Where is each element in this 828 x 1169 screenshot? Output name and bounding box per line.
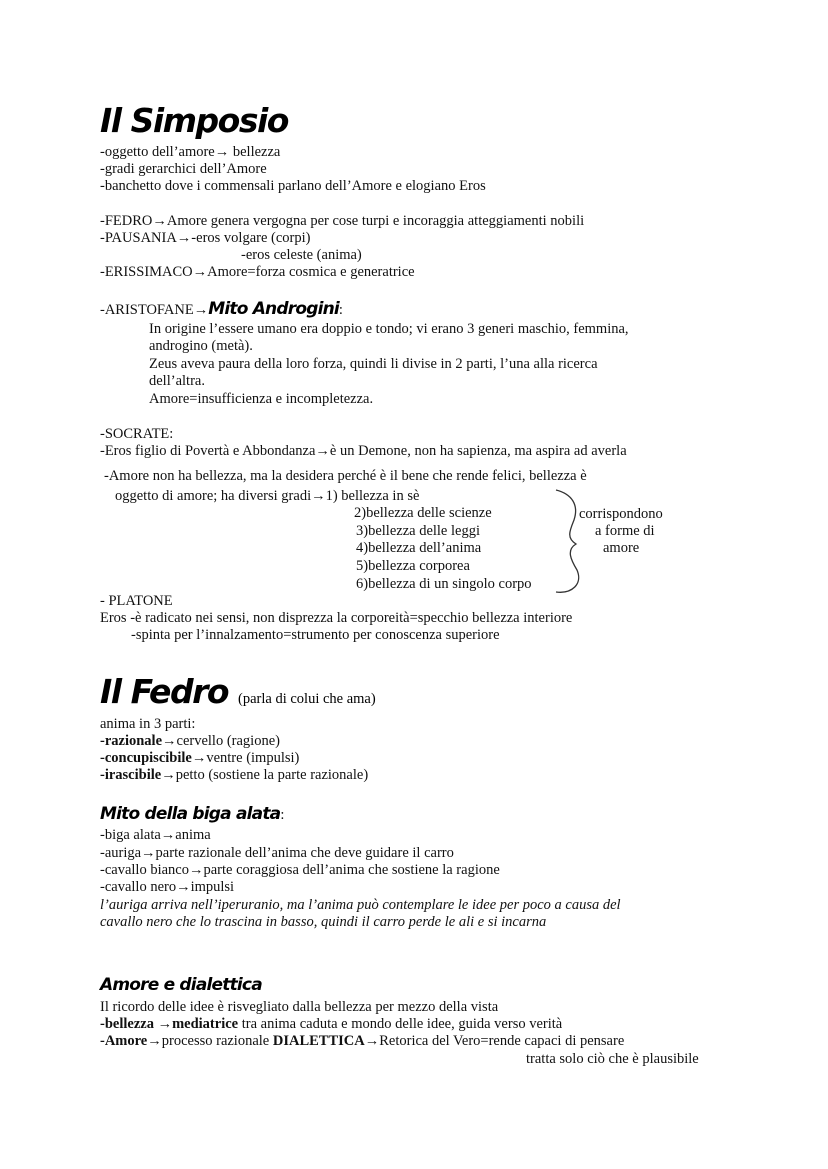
parte-razionale <box>100 733 280 750</box>
brace-note-3: amore <box>603 540 640 556</box>
parte-concupiscibile <box>100 750 299 767</box>
aristofane-text-2: androgino (metà). <box>149 338 253 354</box>
biga-line-4: -cavallo nero→impulsi <box>100 879 235 895</box>
parte-concupiscibile-rest: →ventre (impulsi) <box>191 750 300 766</box>
bellezza-arrow: → <box>153 1016 173 1032</box>
platone-title: - PLATONE <box>100 593 173 609</box>
simposio-title: Il Simposio <box>100 101 288 140</box>
fedro-title: Il Fedro <box>100 672 229 711</box>
dialettica-title: Amore e dialettica <box>100 975 262 995</box>
socrate-line: -Eros figlio di Povertà e Abbondanza→è un Demone, non ha sapienza, ma aspira ad averla <box>100 443 627 459</box>
fedro-speaker-line: -FEDRO→Amore genera vergogna per cose turpi e incoraggia atteggiamenti nobili <box>100 213 585 229</box>
biga-italic-1: l’auriga arriva nell’iperuranio, ma l’anima può contemplare le idee per poco a causa del <box>100 897 621 913</box>
parte-irascibile-term: -irascibile <box>100 767 162 783</box>
biga-title: Mito della biga alata <box>100 804 281 824</box>
grado-4: 4)bellezza dell’anima <box>356 540 482 556</box>
bellezza-rest: tra anima caduta e mondo delle idee, guida verso verità <box>238 1016 563 1032</box>
aristofane-text-3: Zeus aveva paura della loro forza, quindi li divise in 2 parti, l’una alla ricerca <box>149 356 598 372</box>
fedro-title-row <box>100 672 376 719</box>
anima-intro: anima in 3 parti: <box>100 716 196 732</box>
mediatrice-term: mediatrice <box>172 1016 239 1032</box>
bellezza-term: -bellezza <box>100 1016 154 1032</box>
amore-line-2: oggetto di amore; ha diversi gradi→1) bellezza in sè <box>115 488 420 504</box>
biga-line-1: -biga alata→anima <box>100 827 211 843</box>
parte-razionale-rest: →cervello (ragione) <box>162 733 280 749</box>
dialettica-title-row <box>100 974 262 997</box>
amore-line-1: -Amore non ha bellezza, ma la desidera perché è il bene che rende felici, bellezza è <box>104 468 587 484</box>
dialettica-term: DIALETTICA <box>272 1033 365 1049</box>
fedro-subtitle: (parla di colui che ama) <box>238 691 376 707</box>
platone-line-2: -spinta per l’innalzamento=strumento per conoscenza superiore <box>131 627 500 643</box>
parte-razionale-term: -razionale <box>100 733 163 749</box>
grado-5: 5)bellezza corporea <box>356 558 470 574</box>
biga-line-3: -cavallo bianco→parte coraggiosa dell’anima che sostiene la ragione <box>100 862 500 878</box>
parte-concupiscibile-term: -concupiscibile <box>100 750 192 766</box>
pausania-line: -PAUSANIA→-eros volgare (corpi) <box>100 230 311 246</box>
biga-line-2: -auriga→parte razionale dell’anima che deve guidare il carro <box>100 845 454 861</box>
grado-3: 3)bellezza delle leggi <box>356 523 480 539</box>
simposio-intro-1: -oggetto dell’amore→ bellezza <box>100 144 281 160</box>
brace-note-1: corrispondono <box>579 506 663 522</box>
erissimaco-line: -ERISSIMACO→Amore=forza cosmica e generatrice <box>100 264 415 280</box>
parte-irascibile <box>100 767 368 784</box>
amore-term: -Amore <box>100 1033 148 1049</box>
grado-6: 6)bellezza di un singolo corpo <box>356 576 532 592</box>
aristofane-text-1: In origine l’essere umano era doppio e tondo; vi erano 3 generi maschio, femmina, <box>149 321 629 337</box>
bellezza-line <box>100 1016 562 1033</box>
brace-note-2: a forme di <box>595 523 655 539</box>
amore-dialettica-line <box>100 1033 624 1050</box>
amore-rest-2: →Retorica del Vero=rende capaci di pensare <box>364 1033 625 1049</box>
aristofane-text-4: dell’altra. <box>149 373 205 389</box>
biga-title-row <box>100 803 284 826</box>
pausania-line-2: -eros celeste (anima) <box>241 247 362 263</box>
parte-irascibile-rest: →petto (sostiene la parte razionale) <box>161 767 369 783</box>
amore-rest: →processo razionale <box>147 1033 273 1049</box>
simposio-intro-2: -gradi gerarchici dell’Amore <box>100 161 267 177</box>
grado-2: 2)bellezza delle scienze <box>354 505 492 521</box>
socrate-title: -SOCRATE: <box>100 426 174 442</box>
aristofane-colon: : <box>338 302 343 318</box>
dialettica-line-1: Il ricordo delle idee è risvegliato dalla bellezza per mezzo della vista <box>100 999 499 1015</box>
simposio-intro-3: -banchetto dove i commensali parlano dell’Amore e elogiano Eros <box>100 178 486 194</box>
aristofane-prefix: -ARISTOFANE→ <box>100 302 209 318</box>
biga-colon: : <box>280 807 285 823</box>
mito-androgini-title: Mito Androgini <box>208 299 339 319</box>
aristofane-text-5: Amore=insufficienza e incompletezza. <box>149 391 374 407</box>
platone-line-1: Eros -è radicato nei sensi, non disprezza la corporeità=specchio bellezza interiore <box>100 610 573 626</box>
last-line: tratta solo ciò che è plausibile <box>526 1051 699 1067</box>
biga-italic-2: cavallo nero che lo trascina in basso, quindi il carro perde le ali e si incarna <box>100 914 547 930</box>
